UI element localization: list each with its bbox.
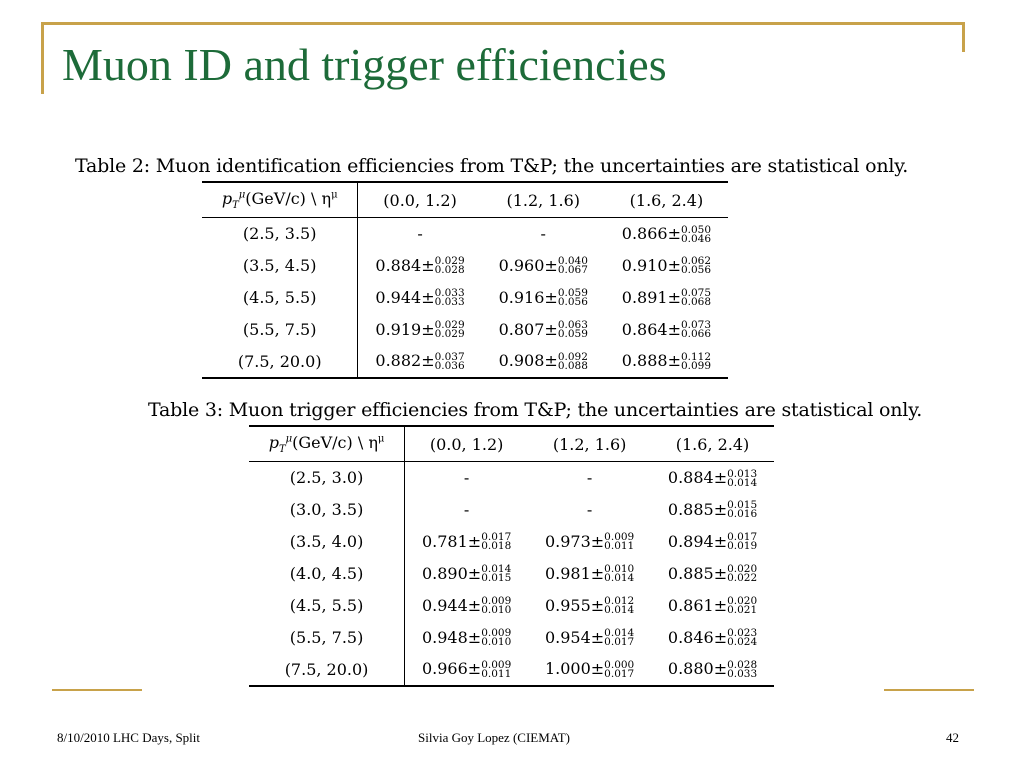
- footer-date-venue: 8/10/2010 LHC Days, Split: [57, 730, 201, 745]
- bin-label: (7.5, 20.0): [249, 654, 405, 686]
- asymmetric-uncertainty: [727, 501, 757, 519]
- efficiency-cell: [405, 590, 529, 622]
- uncertainty-up: 0.020: [727, 595, 758, 608]
- efficiency-value: -: [463, 468, 470, 488]
- uncertainty-down: 0.024: [727, 636, 758, 649]
- uncertainty-down: 0.010: [481, 604, 512, 617]
- efficiency-value: 0.866±: [621, 224, 681, 243]
- uncertainty-up: 0.010: [604, 563, 635, 576]
- asymmetric-uncertainty: [558, 321, 588, 339]
- uncertainty-up: 0.033: [434, 287, 465, 300]
- efficiency-value: 0.846±: [667, 627, 728, 647]
- uncertainty-up: 0.015: [727, 499, 758, 512]
- slide-title: Muon ID and trigger efficiencies: [62, 39, 667, 90]
- uncertainty-down: 0.011: [604, 540, 635, 553]
- efficiency-cell: [405, 494, 529, 526]
- efficiency-cell: [528, 622, 651, 654]
- asymmetric-uncertainty: [680, 223, 712, 245]
- efficiency-value: 0.885±: [667, 499, 728, 519]
- efficiency-value: 0.807±: [498, 319, 558, 339]
- efficiency-cell: [605, 346, 728, 378]
- uncertainty-up: 0.075: [680, 287, 712, 300]
- uncertainty-down: 0.036: [434, 359, 465, 372]
- efficiency-cell: [482, 314, 605, 346]
- uncertainty-down: 0.033: [434, 296, 465, 309]
- efficiency-value: 0.981±: [544, 563, 605, 583]
- table2-caption: Table 2: Muon identification efficiencies from T&P; the uncertainties are statistical only.: [75, 155, 909, 177]
- table-row: [249, 526, 774, 558]
- table-row: [249, 494, 774, 526]
- bin-label: (3.5, 4.5): [202, 250, 358, 282]
- uncertainty-down: 0.066: [680, 328, 712, 341]
- bottom-right-accent-rule: [884, 689, 974, 691]
- table-row: [249, 654, 774, 686]
- bin-label: (5.5, 7.5): [249, 622, 405, 654]
- efficiency-cell: [651, 590, 774, 622]
- uncertainty-down: 0.088: [557, 359, 588, 372]
- uncertainty-down: 0.014: [604, 604, 635, 617]
- uncertainty-up: 0.023: [727, 627, 758, 640]
- efficiency-cell: [528, 590, 651, 622]
- efficiency-cell: [482, 282, 605, 314]
- efficiency-cell: [528, 654, 651, 686]
- uncertainty-up: 0.059: [557, 287, 588, 300]
- efficiency-value: 0.954±: [544, 627, 605, 647]
- asymmetric-uncertainty: [604, 597, 634, 615]
- table2-body: [202, 218, 728, 378]
- uncertainty-up: 0.009: [604, 531, 635, 544]
- asymmetric-uncertainty: [558, 289, 588, 307]
- asymmetric-uncertainty: [481, 629, 511, 647]
- bottom-left-accent-rule: [52, 689, 142, 691]
- uncertainty-up: 0.009: [481, 627, 512, 640]
- uncertainty-down: 0.017: [604, 667, 635, 680]
- asymmetric-uncertainty: [604, 565, 634, 583]
- uncertainty-down: 0.068: [680, 296, 712, 309]
- efficiency-cell: [605, 250, 728, 282]
- efficiency-value: 0.885±: [667, 563, 728, 583]
- uncertainty-down: 0.010: [481, 636, 512, 649]
- uncertainty-down: 0.016: [727, 508, 758, 521]
- asymmetric-uncertainty: [481, 565, 511, 583]
- asymmetric-uncertainty: [435, 289, 465, 307]
- efficiency-cell: [405, 622, 529, 654]
- uncertainty-down: 0.056: [557, 296, 588, 309]
- asymmetric-uncertainty: [558, 257, 588, 275]
- efficiency-cell: [528, 494, 651, 526]
- asymmetric-uncertainty: [434, 350, 465, 372]
- efficiency-value: 0.948±: [421, 627, 482, 647]
- muon-trigger-efficiency-table: [249, 425, 774, 687]
- column-header: (1.2, 1.6): [482, 182, 605, 218]
- efficiency-value: 1.000±: [544, 659, 605, 679]
- efficiency-value: 0.944±: [421, 595, 482, 615]
- uncertainty-down: 0.011: [481, 667, 512, 680]
- bin-label: (3.5, 4.0): [249, 526, 405, 558]
- efficiency-cell: [482, 250, 605, 282]
- uncertainty-down: 0.099: [680, 359, 712, 372]
- uncertainty-down: 0.028: [434, 264, 465, 277]
- uncertainty-up: 0.029: [434, 319, 465, 332]
- efficiency-cell: [605, 218, 728, 250]
- efficiency-cell: [605, 282, 728, 314]
- pt-symbol: $p_T^\mu$: [268, 432, 293, 456]
- efficiency-cell: [405, 558, 529, 590]
- asymmetric-uncertainty: [727, 533, 757, 551]
- table3-caption: Table 3: Muon trigger efficiencies from T&P; the uncertainties are statistical only.: [148, 399, 923, 421]
- uncertainty-down: 0.067: [557, 264, 588, 277]
- uncertainty-up: 0.014: [481, 563, 512, 576]
- uncertainty-down: 0.056: [680, 264, 712, 277]
- efficiency-cell: [482, 346, 605, 378]
- efficiency-cell: [651, 654, 774, 686]
- bin-label: (5.5, 7.5): [202, 314, 358, 346]
- efficiency-value: 0.944±: [375, 287, 435, 307]
- efficiency-cell: [358, 250, 482, 282]
- header-corner-text: (GeV/c) \ η: [245, 188, 332, 208]
- uncertainty-up: 0.040: [557, 255, 588, 268]
- asymmetric-uncertainty: [435, 321, 465, 339]
- column-header: (0.0, 1.2): [405, 426, 529, 462]
- asymmetric-uncertainty: [680, 350, 712, 372]
- efficiency-value: 0.861±: [667, 595, 728, 615]
- left-accent-rule: [41, 22, 44, 94]
- uncertainty-up: 0.017: [481, 531, 512, 544]
- uncertainty-up: 0.112: [680, 350, 712, 363]
- efficiency-value: 0.910±: [621, 255, 681, 275]
- efficiency-cell: [482, 218, 605, 250]
- uncertainty-up: 0.020: [727, 563, 758, 576]
- bin-label: (4.5, 5.5): [202, 282, 358, 314]
- asymmetric-uncertainty: [604, 658, 635, 680]
- uncertainty-up: 0.017: [727, 531, 758, 544]
- asymmetric-uncertainty: [481, 533, 511, 551]
- efficiency-cell: [651, 494, 774, 526]
- column-header: (0.0, 1.2): [358, 182, 482, 218]
- uncertainty-down: 0.059: [557, 328, 588, 341]
- uncertainty-down: 0.018: [481, 540, 512, 553]
- efficiency-cell: [528, 462, 651, 494]
- efficiency-cell: [405, 462, 529, 494]
- asymmetric-uncertainty: [727, 467, 758, 489]
- bin-label: (2.5, 3.0): [249, 462, 405, 494]
- efficiency-value: -: [586, 468, 593, 488]
- uncertainty-down: 0.017: [604, 636, 635, 649]
- table-row: [202, 314, 728, 346]
- efficiency-cell: [528, 526, 651, 558]
- table-header-row: [202, 182, 728, 218]
- muon-id-efficiency-table: [202, 181, 728, 379]
- efficiency-cell: [651, 526, 774, 558]
- page-number: 42: [946, 730, 959, 745]
- header-corner-text: (GeV/c) \ η: [292, 432, 378, 452]
- asymmetric-uncertainty: [681, 321, 711, 339]
- efficiency-cell: [358, 314, 482, 346]
- asymmetric-uncertainty: [604, 533, 634, 551]
- efficiency-value: 0.960±: [498, 255, 558, 275]
- uncertainty-up: 0.000: [604, 658, 635, 671]
- uncertainty-up: 0.062: [680, 255, 712, 268]
- table-row: [202, 250, 728, 282]
- efficiency-value: -: [540, 224, 546, 244]
- bin-label: (2.5, 3.5): [202, 218, 358, 250]
- efficiency-value: 0.888±: [621, 351, 681, 371]
- efficiency-value: 0.894±: [667, 531, 728, 551]
- efficiency-value: -: [417, 224, 423, 244]
- efficiency-cell: [651, 462, 774, 494]
- efficiency-value: -: [463, 500, 470, 519]
- asymmetric-uncertainty: [681, 257, 711, 275]
- efficiency-value: 0.919±: [375, 319, 435, 339]
- efficiency-cell: [358, 282, 482, 314]
- uncertainty-down: 0.019: [727, 540, 758, 553]
- table-row: [202, 218, 728, 250]
- table3-body: [249, 462, 774, 686]
- efficiency-value: 0.890±: [421, 563, 482, 583]
- uncertainty-down: 0.015: [481, 572, 512, 585]
- asymmetric-uncertainty: [481, 597, 511, 615]
- uncertainty-up: 0.092: [557, 350, 588, 363]
- uncertainty-up: 0.050: [680, 223, 712, 236]
- efficiency-value: 0.781±: [421, 531, 482, 551]
- efficiency-value: 0.880±: [667, 659, 728, 679]
- uncertainty-up: 0.029: [434, 255, 465, 268]
- bin-label: (7.5, 20.0): [202, 346, 358, 378]
- uncertainty-up: 0.063: [557, 319, 588, 332]
- uncertainty-down: 0.014: [727, 476, 758, 489]
- efficiency-cell: [651, 622, 774, 654]
- uncertainty-up: 0.009: [481, 658, 512, 671]
- efficiency-value: -: [586, 500, 593, 519]
- asymmetric-uncertainty: [727, 565, 757, 583]
- uncertainty-up: 0.073: [680, 319, 712, 332]
- asymmetric-uncertainty: [435, 257, 465, 275]
- table-row: [202, 346, 728, 378]
- column-header: (1.6, 2.4): [651, 426, 774, 462]
- table-row: [249, 622, 774, 654]
- table-header-row: [249, 426, 774, 462]
- efficiency-cell: [405, 654, 529, 686]
- footer-author: Silvia Goy Lopez (CIEMAT): [418, 730, 571, 745]
- column-header: (1.2, 1.6): [528, 426, 651, 462]
- efficiency-cell: [358, 346, 482, 378]
- uncertainty-up: 0.037: [434, 350, 465, 363]
- bin-label: (4.5, 5.5): [249, 590, 405, 622]
- column-header: (1.6, 2.4): [605, 182, 728, 218]
- header-corner: $p_T^\mu(GeV/c)$ \ $\eta^\mu$: [202, 182, 358, 218]
- bin-label: (4.0, 4.5): [249, 558, 405, 590]
- bin-label: (3.0, 3.5): [249, 494, 405, 526]
- efficiency-cell: [528, 558, 651, 590]
- efficiency-value: 0.884±: [375, 255, 435, 275]
- asymmetric-uncertainty: [681, 289, 711, 307]
- uncertainty-down: 0.022: [727, 572, 758, 585]
- table-row: [249, 590, 774, 622]
- uncertainty-down: 0.021: [727, 604, 758, 617]
- asymmetric-uncertainty: [604, 629, 634, 647]
- asymmetric-uncertainty: [727, 658, 758, 680]
- efficiency-cell: [605, 314, 728, 346]
- efficiency-value: 0.916±: [498, 287, 558, 307]
- efficiency-value: 0.908±: [498, 351, 558, 371]
- asymmetric-uncertainty: [727, 597, 757, 615]
- efficiency-cell: [651, 558, 774, 590]
- uncertainty-down: 0.014: [604, 572, 635, 585]
- right-accent-rule: [962, 22, 965, 52]
- top-accent-rule: [41, 22, 965, 25]
- efficiency-value: 0.973±: [544, 531, 605, 551]
- header-corner: $p_T^\mu(GeV/c)$ \ $\eta^\mu$: [249, 426, 405, 462]
- efficiency-value: 0.864±: [621, 319, 681, 339]
- uncertainty-down: 0.046: [680, 232, 712, 245]
- efficiency-cell: [358, 218, 482, 250]
- uncertainty-up: 0.013: [727, 467, 758, 480]
- uncertainty-up: 0.014: [604, 627, 635, 640]
- uncertainty-up: 0.028: [727, 658, 758, 671]
- table-row: [202, 282, 728, 314]
- efficiency-value: 0.891±: [621, 287, 681, 307]
- pt-symbol: $p_T^\mu$: [221, 188, 246, 212]
- uncertainty-up: 0.009: [481, 595, 512, 608]
- table-row: [249, 462, 774, 494]
- asymmetric-uncertainty: [481, 658, 512, 680]
- asymmetric-uncertainty: [557, 350, 588, 372]
- efficiency-cell: [405, 526, 529, 558]
- uncertainty-down: 0.033: [727, 667, 758, 680]
- uncertainty-down: 0.029: [434, 328, 465, 341]
- efficiency-value: 0.955±: [544, 595, 605, 615]
- efficiency-value: 0.966±: [421, 659, 482, 679]
- efficiency-value: 0.884±: [667, 468, 728, 487]
- uncertainty-up: 0.012: [604, 595, 635, 608]
- asymmetric-uncertainty: [727, 629, 757, 647]
- table-row: [249, 558, 774, 590]
- efficiency-value: 0.882±: [375, 351, 435, 371]
